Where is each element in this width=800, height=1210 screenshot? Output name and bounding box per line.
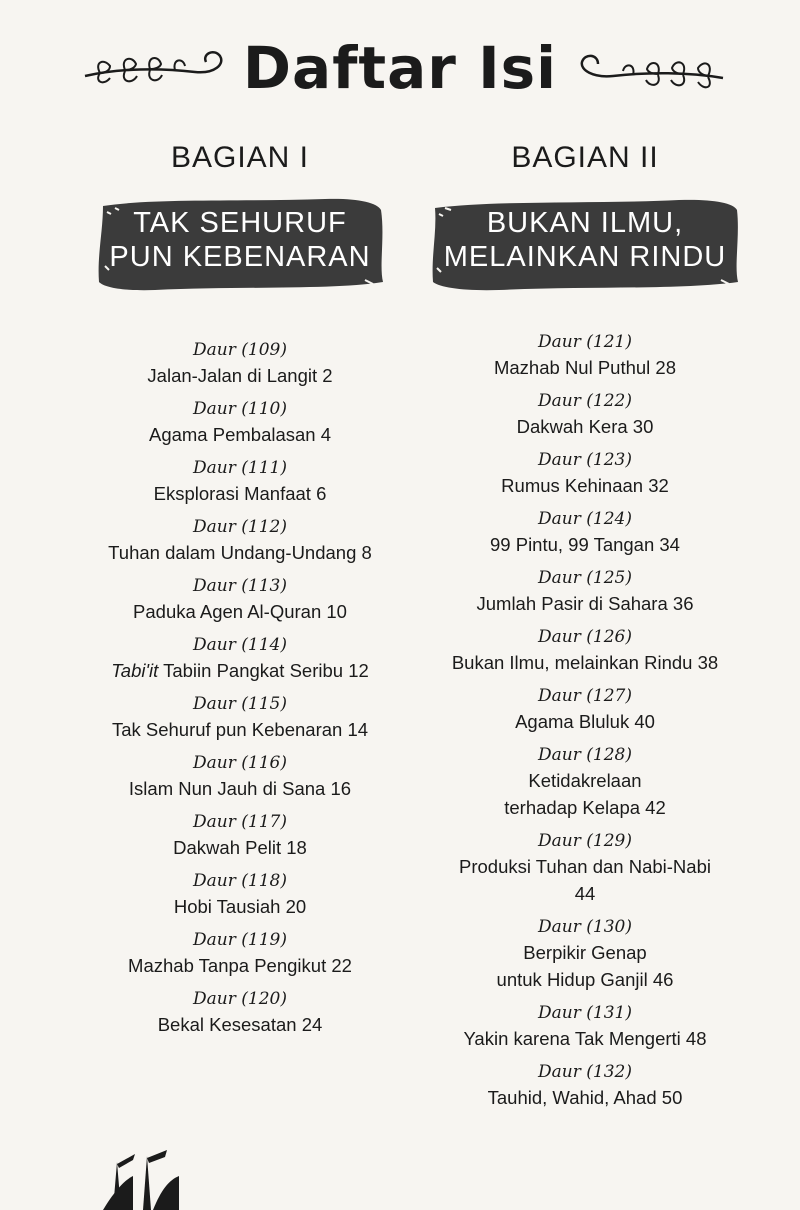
entry-title: Islam Nun Jauh di Sana 16 xyxy=(128,778,352,799)
banner-text xyxy=(95,206,385,274)
daur-label: Daur (132) xyxy=(538,1062,632,1082)
daur-label: Daur (116) xyxy=(193,753,287,773)
toc-entry[interactable] xyxy=(425,389,745,440)
daur-label: Daur (112) xyxy=(193,517,287,537)
entry-title: Tak Sehuruf pun Kebenaran 14 xyxy=(111,719,369,740)
entry-title: Jalan-Jalan di Langit 2 xyxy=(147,365,333,386)
entry-title-rest: Tabiin Pangkat Seribu 12 xyxy=(158,660,369,681)
toc-entry[interactable] xyxy=(90,338,390,389)
toc-entry[interactable] xyxy=(425,330,745,381)
entry-title: Eksplorasi Manfaat 6 xyxy=(153,483,327,504)
toc-entry[interactable] xyxy=(90,574,390,625)
bagian-2-column xyxy=(425,138,745,1119)
daur-label: Daur (111) xyxy=(193,458,287,478)
entry-title: Tuhan dalam Undang-Undang 8 xyxy=(108,542,372,563)
toc-entry[interactable] xyxy=(425,743,745,821)
section-banner xyxy=(429,196,741,292)
toc-entry[interactable] xyxy=(425,829,745,907)
entry-title: Paduka Agen Al-Quran 10 xyxy=(133,601,347,622)
daur-label: Daur (115) xyxy=(193,694,287,714)
daur-label: Daur (128) xyxy=(538,745,632,765)
toc-list xyxy=(90,338,390,1038)
toc-entry[interactable] xyxy=(425,566,745,617)
header xyxy=(0,28,800,118)
daur-label: Daur (120) xyxy=(193,989,287,1009)
entry-title-line-2: untuk Hidup Ganjil 46 xyxy=(496,969,674,990)
entry-title: Ketidakrelaan xyxy=(528,770,642,791)
toc-entry[interactable] xyxy=(425,448,745,499)
toc-entry[interactable] xyxy=(90,692,390,743)
entry-title: Agama Pembalasan 4 xyxy=(148,424,332,445)
entry-title: Tauhid, Wahid, Ahad 50 xyxy=(487,1087,683,1108)
daur-label: Daur (125) xyxy=(538,568,632,588)
ship-icon xyxy=(95,1150,195,1210)
entry-title-line-2: terhadap Kelapa 42 xyxy=(504,797,666,818)
daur-label: Daur (118) xyxy=(193,871,287,891)
toc-list xyxy=(425,330,745,1111)
toc-entry[interactable] xyxy=(425,507,745,558)
daur-label: Daur (130) xyxy=(538,917,632,937)
entry-title: Berpikir Genap xyxy=(523,942,647,963)
toc-entry[interactable] xyxy=(425,684,745,735)
banner-line-1: TAK SEHURUF xyxy=(133,207,347,239)
entry-title: Hobi Tausiah 20 xyxy=(173,896,307,917)
toc-entry[interactable] xyxy=(425,1060,745,1111)
entry-title: 99 Pintu, 99 Tangan 34 xyxy=(490,534,680,555)
entry-title: Rumus Kehinaan 32 xyxy=(501,475,669,496)
toc-entry[interactable] xyxy=(90,456,390,507)
banner-line-2: PUN KEBENARAN xyxy=(109,241,371,273)
entry-title xyxy=(90,657,390,684)
banner-line-1: BUKAN ILMU, xyxy=(486,207,684,239)
bagian-1-column xyxy=(90,138,390,1046)
toc-entry[interactable] xyxy=(90,633,390,684)
daur-label: Daur (122) xyxy=(538,391,632,411)
daur-label: Daur (109) xyxy=(193,340,287,360)
entry-title-italic: Tabi'it xyxy=(111,660,159,681)
entry-title: Mazhab Nul Puthul 28 xyxy=(493,357,677,378)
daur-label: Daur (121) xyxy=(538,332,632,352)
entry-title: Jumlah Pasir di Sahara 36 xyxy=(476,593,694,614)
daur-label: Daur (126) xyxy=(538,627,632,647)
daur-label: Daur (110) xyxy=(193,399,287,419)
daur-label: Daur (113) xyxy=(193,576,287,596)
entry-title: Dakwah Pelit 18 xyxy=(173,837,307,858)
part-heading: BAGIAN II xyxy=(511,141,659,174)
entry-title: Produksi Tuhan dan Nabi-Nabi xyxy=(459,856,711,877)
entry-title: Dakwah Kera 30 xyxy=(516,416,654,437)
part-heading: BAGIAN I xyxy=(170,141,310,174)
entry-title: Bekal Kesesatan 24 xyxy=(157,1014,323,1035)
laurel-vine-right-icon xyxy=(568,38,728,98)
banner-line-2: MELAINKAN RINDU xyxy=(443,241,727,273)
page-title: Daftar Isi xyxy=(242,34,558,102)
section-banner xyxy=(95,196,385,292)
entry-title: Bukan Ilmu, melainkan Rindu 38 xyxy=(451,652,719,673)
toc-entry[interactable] xyxy=(425,625,745,676)
entry-title: Mazhab Tanpa Pengikut 22 xyxy=(128,955,352,976)
toc-entry[interactable] xyxy=(90,928,390,979)
daur-label: Daur (131) xyxy=(538,1003,632,1023)
daur-label: Daur (124) xyxy=(538,509,632,529)
daur-label: Daur (123) xyxy=(538,450,632,470)
toc-entry[interactable] xyxy=(90,751,390,802)
toc-entry[interactable] xyxy=(90,515,390,566)
toc-entry[interactable] xyxy=(90,810,390,861)
toc-entry[interactable] xyxy=(90,869,390,920)
toc-entry[interactable] xyxy=(425,1001,745,1052)
daur-label: Daur (127) xyxy=(538,686,632,706)
banner-text xyxy=(429,206,741,274)
daur-label: Daur (114) xyxy=(193,635,287,655)
daur-label: Daur (129) xyxy=(538,831,632,851)
daur-label: Daur (119) xyxy=(193,930,287,950)
entry-title-line-2: 44 xyxy=(574,883,596,904)
entry-title: Yakin karena Tak Mengerti 48 xyxy=(463,1028,707,1049)
toc-entry[interactable] xyxy=(90,397,390,448)
daur-label: Daur (117) xyxy=(193,812,287,832)
toc-entry[interactable] xyxy=(90,987,390,1038)
entry-title: Agama Bluluk 40 xyxy=(515,711,655,732)
toc-entry[interactable] xyxy=(425,915,745,993)
